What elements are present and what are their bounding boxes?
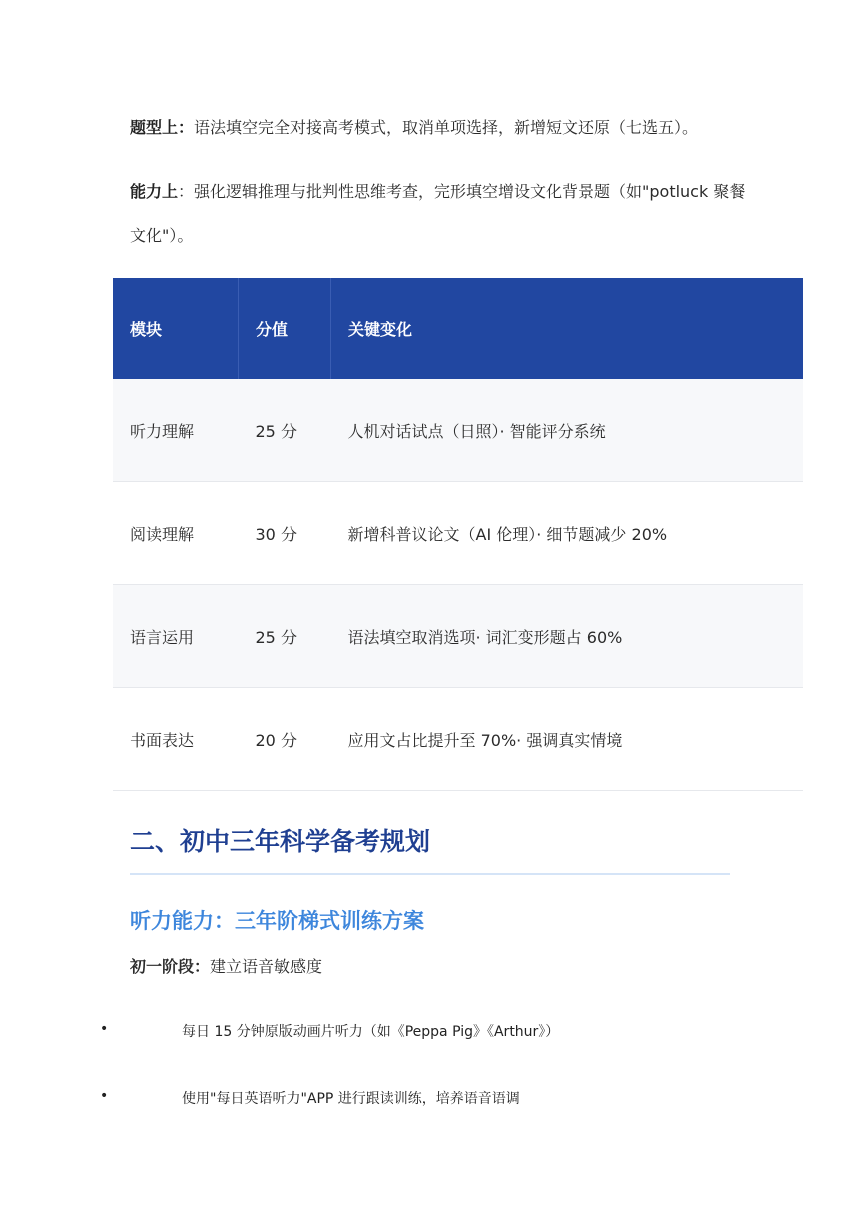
intro-label-question-types: 题型上： [130,118,195,137]
stage-text: 建立语音敏感度 [210,957,323,976]
table-row [113,482,803,585]
list-item-text: 每日 15 分钟原版动画片听力（如《Peppa Pig》《Arthur》） [182,1024,560,1040]
table-header-row [113,278,803,379]
section-divider [130,873,730,875]
list-item-text: 使用"每日英语听力"APP 进行跟读训练，培养语音语调 [182,1091,520,1107]
header-module: 模块 [113,278,239,379]
intro-paragraph-ability [130,170,750,258]
stage-heading [130,954,322,977]
subsection-title: 听力能力：三年阶梯式训练方案 [130,909,424,933]
cell-module: 语言运用 [113,585,239,688]
header-key-changes: 关键变化 [331,278,804,379]
cell-module: 书面表达 [113,688,239,791]
exam-modules-table [113,278,803,791]
intro-text-ability: ：强化逻辑推理与批判性思维考查，完形填空增设文化背景题（如"potluck 聚餐文化"）。 [130,182,746,245]
header-score: 分值 [239,278,331,379]
cell-key-changes: 人机对话试点（日照）· 智能评分系统 [331,379,804,482]
section-title: 二、初中三年科学备考规划 [130,827,431,856]
cell-key-changes: 应用文占比提升至 70%· 强调真实情境 [331,688,804,791]
intro-text-question-types: 语法填空完全对接高考模式，取消单项选择，新增短文还原（七选五）。 [194,118,699,137]
cell-score: 25 分 [239,585,331,688]
intro-paragraph-question-types [130,106,750,150]
cell-module: 听力理解 [113,379,239,482]
table-row [113,379,803,482]
cell-module: 阅读理解 [113,482,239,585]
cell-key-changes: 语法填空取消选项· 词汇变形题占 60% [331,585,804,688]
bullet-icon: • [100,1088,109,1104]
cell-key-changes: 新增科普议论文（AI 伦理）· 细节题减少 20% [331,482,804,585]
bullet-icon: • [100,1021,109,1037]
cell-score: 20 分 [239,688,331,791]
table-row [113,688,803,791]
stage-label: 初一阶段： [130,957,211,976]
cell-score: 25 分 [239,379,331,482]
cell-score: 30 分 [239,482,331,585]
table-row [113,585,803,688]
intro-label-ability: 能力上 [130,182,179,201]
